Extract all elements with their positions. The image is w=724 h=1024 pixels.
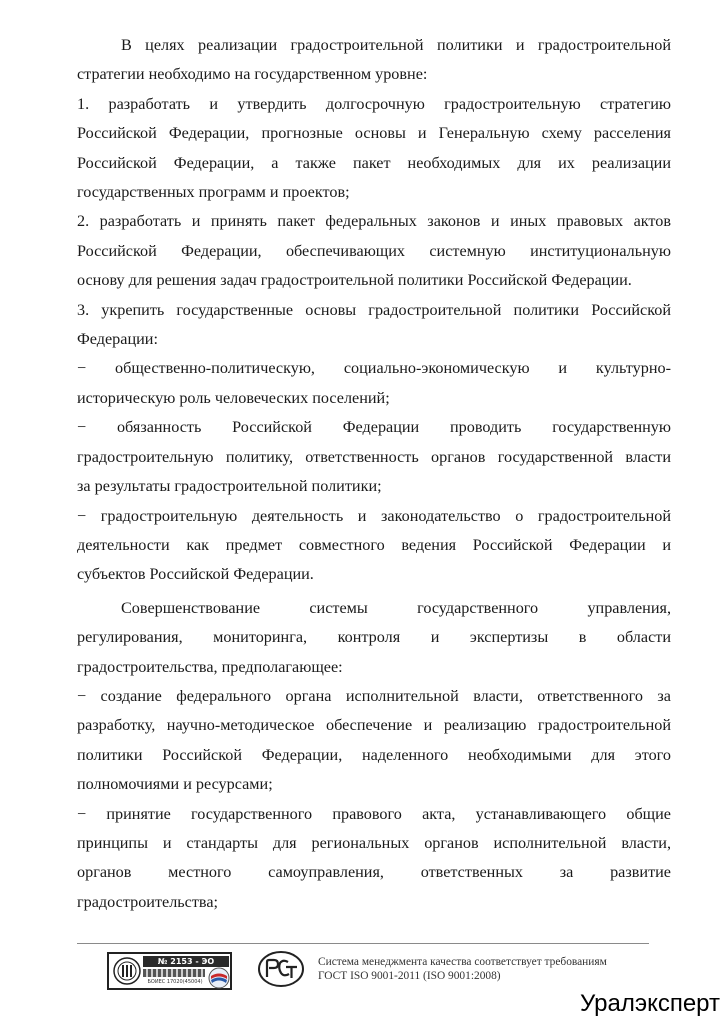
document-body (77, 31, 671, 917)
certificate-number: № 2153 - ЭО (143, 956, 229, 967)
bullet-line: за результаты градостроительной политики; (77, 477, 382, 496)
bullet-line: градостроительства; (77, 892, 219, 911)
bullet-line: − создание федерального органа исполнительной власти, ответственного за (77, 686, 671, 705)
rst-certification-logo (257, 950, 305, 988)
quality-line-1: Система менеджмента качества соответствует требованиям (318, 956, 607, 968)
paragraph-line: стратегии необходимо на государственном уровне: (77, 65, 428, 84)
quality-line-2: ГОСТ ISO 9001-2011 (ISO 9001:2008) (318, 970, 501, 982)
bullet-line: деятельности как предмет совместного ведения Российской Федерации и (77, 535, 671, 554)
globe-icon (208, 967, 230, 989)
list-item-line: государственных программ и проектов; (77, 183, 350, 202)
footer-divider (77, 943, 649, 944)
list-item-line: 3. укрепить государственные основы градостроительной политики Российской (77, 300, 671, 319)
bullet-line: − обязанность Российской Федерации проводить государственную (77, 418, 671, 437)
bullet-line: градостроительную политику, ответственность органов государственной власти (77, 447, 671, 466)
bullet-line: политики Российской Федерации, наделенного необходимыми для этого (77, 745, 671, 764)
bullet-line: − принятие государственного правового акта, устанавливающего общие (77, 804, 671, 823)
list-item-line: 2. разработать и принять пакет федеральных законов и иных правовых актов (77, 212, 671, 231)
bullet-line: разработку, научно-методическое обеспечение и реализацию градостроительной (77, 716, 671, 735)
shield-icon (113, 957, 141, 985)
quality-statement (318, 955, 658, 983)
list-item-line: Федерации: (77, 330, 158, 349)
bullet-line: принципы и стандарты для региональных органов исполнительной власти, (77, 833, 671, 852)
paragraph-line: В целях реализации градостроительной политики и градостроительной (121, 36, 671, 54)
list-item-line: Российской Федерации, прогнозные основы и Генеральную схему расселения (77, 124, 671, 143)
bullet-line: органов местного самоуправления, ответственных за развитие (77, 863, 671, 882)
certificate-subtext: БОИЕС 17020(45004) (147, 979, 203, 985)
accreditation-badge (107, 952, 232, 990)
bullet-line: полномочиями и ресурсами; (77, 775, 273, 794)
bullet-line: − общественно-политическую, социально-экономическую и культурно- (77, 359, 671, 378)
paragraph-line: регулирования, мониторинга, контроля и экспертизы в области (77, 628, 671, 647)
bullet-line: − градостроительную деятельность и законодательство о градостроительной (77, 506, 671, 525)
paragraph-line: Совершенствование системы государственного управления, (121, 598, 671, 617)
list-item-line: Российской Федерации, обеспечивающих системную институциональную (77, 241, 671, 260)
certificate-stripe (143, 969, 205, 977)
paragraph-line: градостроительства, предполагающее: (77, 657, 343, 676)
list-item-line: 1. разработать и утвердить долгосрочную градостроительную стратегию (77, 94, 671, 113)
list-item-line: Российской Федерации, а также пакет необходимых для их реализации (77, 153, 671, 172)
bullet-line: субъектов Российской Федерации. (77, 565, 314, 584)
list-item-line: основу для решения задач градостроительной политики Российской Федерации. (77, 271, 632, 290)
watermark-label: Уралэксперт (579, 990, 720, 1017)
bullet-line: историческую роль человеческих поселений; (77, 388, 390, 407)
